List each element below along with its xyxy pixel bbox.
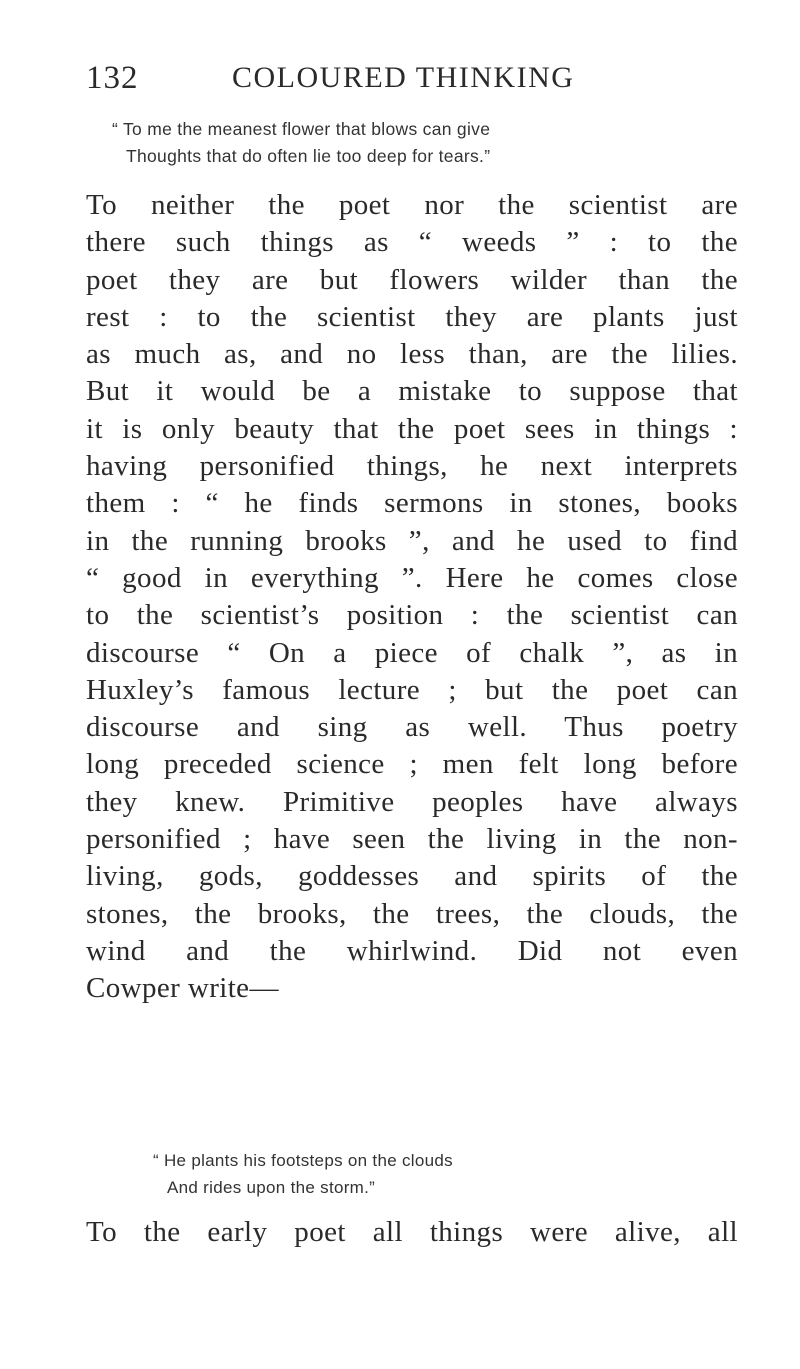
cowper-quote-line-1: “ He plants his footsteps on the clouds	[153, 1151, 453, 1170]
body-line: But it would be a mistake to suppose that	[86, 375, 738, 408]
body-line: in the running brooks ”, and he used to find	[86, 524, 738, 557]
body-line: they knew. Primitive peoples have always	[86, 785, 738, 818]
body-line: discourse “ On a piece of chalk ”, as in	[86, 636, 738, 669]
epigraph-quote	[112, 116, 490, 170]
body-line: it is only beauty that the poet sees in things :	[86, 412, 738, 445]
cowper-quote-line-2: And rides upon the storm.”	[167, 1178, 376, 1197]
epigraph-line-1: “ To me the meanest flower that blows can give	[112, 119, 491, 139]
body-line: wind and the whirlwind. Did not even	[86, 934, 738, 967]
body-line: rest : to the scientist they are plants just	[86, 300, 738, 333]
body-line: them : “ he finds sermons in stones, books	[86, 487, 738, 520]
page-number: 132	[86, 60, 139, 96]
body-line: there such things as “ weeds ” : to the	[86, 226, 738, 259]
body-line: living, gods, goddesses and spirits of the	[86, 860, 738, 893]
running-head: COLOURED THINKING	[232, 61, 575, 94]
body-line: long preceded science ; men felt long before	[86, 748, 738, 781]
body-line: having personified things, he next interprets	[86, 450, 738, 483]
body-line: discourse and sing as well. Thus poetry	[86, 711, 738, 744]
body-line: as much as, and no less than, are the lilies.	[86, 338, 738, 371]
body-paragraph	[86, 187, 738, 1008]
body-line: stones, the brooks, the trees, the clouds, the	[86, 897, 738, 930]
body-line: “ good in everything ”. Here he comes close	[86, 561, 738, 594]
body-line: to the scientist’s position : the scientist can	[86, 599, 738, 632]
cowper-quote	[153, 1147, 453, 1201]
body-line: Cowper write—	[86, 972, 279, 1005]
epigraph-line-2: Thoughts that do often lie too deep for tears.”	[126, 146, 491, 166]
body-line: personified ; have seen the living in the non-	[86, 823, 738, 856]
page-header	[0, 58, 800, 98]
closing-line: To the early poet all things were alive, all	[86, 1216, 738, 1248]
body-line: poet they are but flowers wilder than the	[86, 263, 738, 296]
body-line: Huxley’s famous lecture ; but the poet can	[86, 673, 738, 706]
body-line: To neither the poet nor the scientist are	[86, 189, 738, 221]
